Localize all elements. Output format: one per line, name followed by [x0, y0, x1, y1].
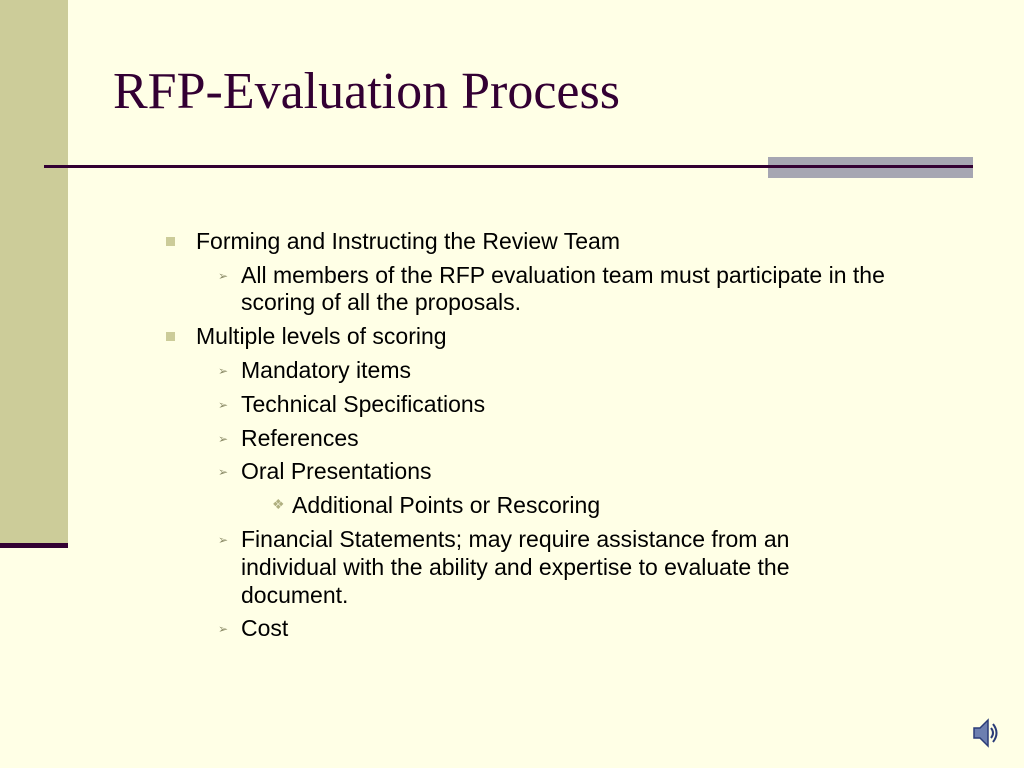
bullet-level2-line: document. — [241, 582, 349, 608]
diamond-bullet-icon: ❖ — [272, 496, 285, 512]
bullet-level2: Technical Specifications — [241, 391, 486, 417]
square-bullet-icon — [166, 237, 175, 246]
speaker-icon[interactable] — [972, 716, 1000, 750]
slide-title: RFP-Evaluation Process — [113, 63, 620, 120]
bullet-level2-line: All members of the RFP evaluation team must participate in the — [241, 262, 885, 288]
arrow-bullet-icon: ➢ — [218, 398, 229, 412]
bullet-level1: Multiple levels of scoring — [196, 323, 447, 349]
arrow-bullet-icon: ➢ — [218, 432, 229, 446]
square-bullet-icon — [166, 332, 175, 341]
arrow-bullet-icon: ➢ — [218, 465, 229, 479]
arrow-bullet-icon: ➢ — [218, 269, 229, 283]
bullet-level2: References — [241, 425, 359, 451]
bullet-level2-line: individual with the ability and expertise to evaluate the — [241, 554, 790, 580]
arrow-bullet-icon: ➢ — [218, 622, 229, 636]
arrow-bullet-icon: ➢ — [218, 533, 229, 547]
bullet-level2-line: scoring of all the proposals. — [241, 289, 521, 315]
bullet-level2: Cost — [241, 615, 289, 641]
bullet-level3: Additional Points or Rescoring — [292, 492, 601, 518]
bullet-level2: Oral Presentations — [241, 458, 432, 484]
bullet-level1: Forming and Instructing the Review Team — [196, 228, 620, 254]
bullet-level2: Mandatory items — [241, 357, 412, 383]
bullet-level2-line: Financial Statements; may require assistance from an — [241, 526, 790, 552]
arrow-bullet-icon: ➢ — [218, 364, 229, 378]
